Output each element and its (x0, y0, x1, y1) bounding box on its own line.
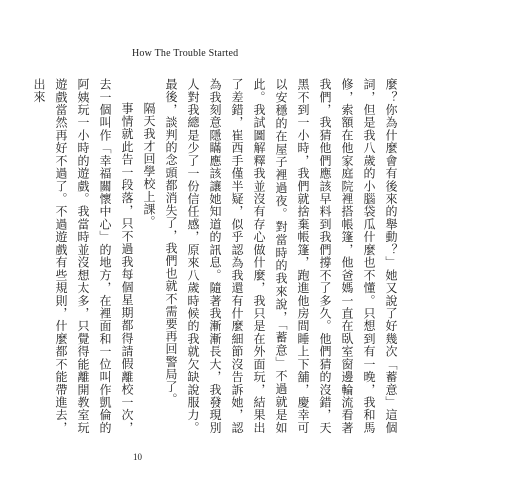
body-text (32, 78, 402, 434)
running-head: How The Trouble Started (132, 48, 239, 59)
paragraph-2: 隔天我才回學校上課。 (142, 102, 156, 228)
paragraph-3: 事情就此告一段落，只不過我每個星期都得請假離校一次，去一個叫作「幸福關懷中心」的地方，在裡面和一位叫作凱倫的阿姨玩一小時的遊戲。我當時並沒想太多，只覺得能離開教室玩遊戲當然再好不過了。不過遊戲有些規則，什麼都不能帶進去，出來 (32, 78, 134, 434)
page-number: 10 (133, 452, 142, 462)
paragraph-1: 麼？你為什麼會有後來的舉動？」她又說了好幾次「蓄意」這個詞，但是我八歲的小腦袋瓜什麼也不懂。只想到有一晚，我和馬修，索額在他家庭院裡搭帳篷，他爸媽一直在臥室窗邊輪流看著我們，我猜他們應該早料到我們撐不了多久。他們猜的沒錯，天黑不到一小時，我們就捨棄帳篷，跑進他房間睡上下舖，慶幸可以安穩的在屋子裡過夜。對當時的我來說，「蓄意」不過就是如此。我試圖解釋我並沒有存心做什麼，我只是在外面玩，結果出了差錯，崔西手僅半疑，似乎認為我還有什麼細節沒告訴她，認為我刻意隱瞞應該讓她知道的訊息。隨著我漸漸長大，我發現別人對我總是少了一份信任感，原來八歲時候的我就欠缺說服力。最後，談判的念頭都消失了，我們也就不需要再回警局了。 (164, 78, 398, 434)
